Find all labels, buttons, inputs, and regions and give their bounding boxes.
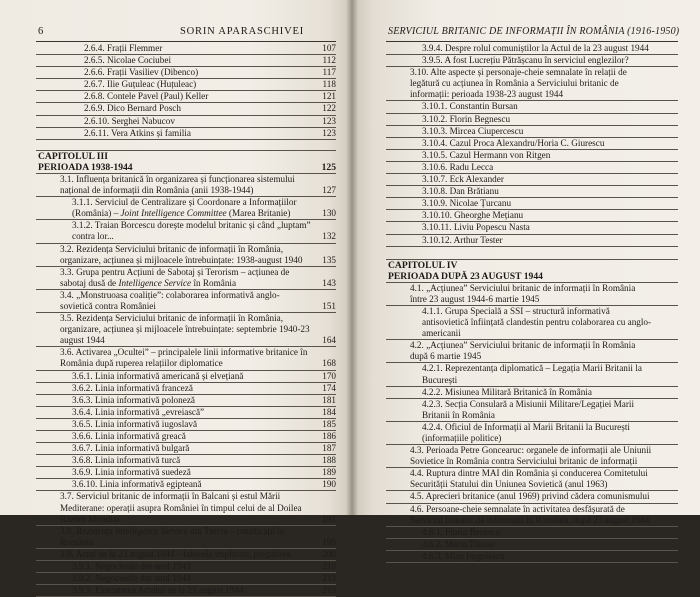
toc-entry-title: 3.9. Actul de la 23 august 1944 – taberele implicate, pregătirea xyxy=(60,548,291,559)
toc-entry-title: 3.8. Rezidența Intelligence Service din Turcia – ramificații în România xyxy=(60,525,285,547)
toc-entry xyxy=(386,162,678,174)
toc-entry xyxy=(36,174,336,197)
toc-entry-page: 118 xyxy=(322,79,336,90)
toc-entry-title: 2.6.7. Ilie Guțuleac (Huțuleac) xyxy=(84,79,197,90)
toc-entry xyxy=(386,67,678,101)
toc-entry-title: 4.6. Persoane-cheie semnalate în activitatea desfășurată de Serviciul britanic de informații în România, după 23 august 1944 xyxy=(410,503,650,525)
book-gutter xyxy=(346,0,358,515)
toc-entry-title: 3.9.2. Negocierile din anul 1944 xyxy=(72,573,191,584)
toc-entry-page: 189 xyxy=(322,467,336,478)
toc-entry xyxy=(386,504,678,527)
toc-entry-title: 3.3. Grupa pentru Acțiuni de Sabotaj și Terorism – acțiunea de sabotaj dusă de Intelligence Service în România xyxy=(60,266,290,288)
toc-entry-title: 4.5. Aprecieri britanice (anul 1969) privind cădera comunismului xyxy=(410,491,650,502)
toc-entry-title: 4.1.1. Grupa Specială a SSI – structură informativă antisovietică înființată clandestin pentru colaborarea cu anglo-americanii xyxy=(422,305,652,339)
toc-entry xyxy=(36,220,336,243)
toc-entry xyxy=(386,283,678,306)
toc-entry xyxy=(386,399,678,422)
toc-entry-page: 107 xyxy=(322,43,336,53)
toc-entry xyxy=(36,443,336,455)
toc-entry xyxy=(386,468,678,491)
toc-entry-page: 122 xyxy=(322,103,336,114)
toc-entry-title: 3.10.9. Nicolae Țurcanu xyxy=(422,198,512,209)
toc-entry-title: 3.10.4. Cazul Proca Alexandru/Horia C. Giurescu xyxy=(422,137,605,148)
toc-entry xyxy=(386,138,678,150)
toc-entry xyxy=(36,479,336,491)
toc-entry xyxy=(36,55,336,67)
toc-entry xyxy=(386,150,678,162)
toc-entry xyxy=(386,101,678,113)
toc-entry-page: 200 xyxy=(322,548,336,559)
toc-entry xyxy=(386,306,678,340)
toc-entry xyxy=(36,244,336,267)
right-page xyxy=(352,0,700,561)
toc-entry-title: 3.1.2. Traian Borcescu dorește modelul britanic și când „luptam” contra lor... xyxy=(72,220,311,242)
toc-entry-page: 174 xyxy=(322,382,336,393)
toc-entry xyxy=(386,198,678,210)
toc-entry xyxy=(386,43,678,55)
chapter-heading xyxy=(36,151,336,162)
toc-entry xyxy=(386,114,678,126)
toc-entry xyxy=(36,419,336,431)
toc-entry-page: 121 xyxy=(322,91,336,102)
toc-entry-page: 151 xyxy=(322,300,336,311)
toc-entry-page: 191 xyxy=(322,513,336,524)
page-number: 6 xyxy=(38,26,44,37)
toc-entry xyxy=(36,103,336,115)
header-rule xyxy=(386,41,678,42)
toc-entry xyxy=(36,347,336,370)
toc-entry-title: 4.6.2. Maria Tănase xyxy=(422,538,496,549)
toc-entry-title: 3.10.12. Arthur Tester xyxy=(422,234,503,245)
toc-entry-page: 123 xyxy=(322,127,336,138)
toc-entry-title: 3.9.5. A fost Lucrețiu Pătrășcanu în serviciul englezilor? xyxy=(422,55,629,66)
toc-entry-title: 2.6.9. Dico Bernard Posch xyxy=(84,103,181,114)
toc-entry xyxy=(36,91,336,103)
toc-entry-title: 3.10.6. Radu Lecca xyxy=(422,161,494,172)
toc-entry-title: 3.10.11. Liviu Popescu Nasta xyxy=(422,222,530,233)
toc-entry-title: 3.6.8. Linia informativă turcă xyxy=(72,455,181,466)
toc-entry-title: CAPITOLUL III xyxy=(38,150,108,162)
toc-entry-page: 127 xyxy=(322,185,336,196)
toc-entry xyxy=(386,174,678,186)
toc-entry xyxy=(36,491,336,525)
toc-left xyxy=(36,43,336,597)
toc-entry-page: 187 xyxy=(322,443,336,454)
toc-entry-page: 143 xyxy=(322,277,336,288)
toc-entry-title: 3.6. Activarea „Ocultei” – principalele linii informative britanice în România după ruperea relațiilor diplomatice xyxy=(60,347,308,369)
toc-entry-title: 2.6.6. Frații Vasiliev (Dibenco) xyxy=(84,67,199,78)
toc-entry-page: 164 xyxy=(322,335,336,346)
toc-entry-title: 2.6.5. Nicolae Cociubei xyxy=(84,55,172,66)
toc-entry-title: 2.6.4. Frații Flemmer xyxy=(84,43,163,53)
toc-entry-title: 3.6.7. Linia informativă bulgară xyxy=(72,443,190,454)
toc-entry-title: 2.6.10. Serghei Nabucov xyxy=(84,115,175,126)
toc-entry-title: PERIOADA 1938-1944 xyxy=(38,161,133,173)
toc-entry xyxy=(386,340,678,363)
toc-entry xyxy=(36,67,336,79)
toc-entry-page: 195 xyxy=(322,536,336,547)
toc-entry-title: 3.10.8. Dan Brătianu xyxy=(422,186,499,197)
toc-entry-title: 3.7. Serviciul britanic de informații în Balcani și estul Mării Mediterane: operații asupra României în timpul celui de al Doilea Război Mondial xyxy=(60,491,302,524)
toc-entry-title: 4.2.2. Misiunea Militară Britanică în România xyxy=(422,386,592,397)
toc-entry-title: 3.6.1. Linia informativă americană și elvețiană xyxy=(72,370,244,381)
running-header-author: SORIN APARASCHIVEI xyxy=(180,26,304,37)
toc-entry xyxy=(36,395,336,407)
toc-entry-title: 3.10. Alte aspecte și personaje-cheie semnalate în relații de legătură cu acțiunea în România a Serviciului britanic de informații: perioada 1938-23 august 1944 xyxy=(410,67,627,100)
toc-entry xyxy=(36,313,336,347)
toc-entry-title: 3.6.2. Linia informativă franceză xyxy=(72,382,193,393)
toc-entry xyxy=(386,491,678,503)
toc-entry-title: 4.1. „Acțiunea” Serviciului britanic de informații în România între 23 august 1944-6 martie 1945 xyxy=(410,282,636,304)
toc-entry xyxy=(36,116,336,128)
toc-entry-page: 186 xyxy=(322,431,336,441)
toc-entry-title: 4.2.4. Oficiul de Informații al Marii Britanii la București (informațiile politice) xyxy=(422,421,630,443)
toc-entry xyxy=(36,79,336,91)
toc-entry-title: 4.6.3. Mișu Iorgulescu xyxy=(422,550,505,561)
toc-entry xyxy=(36,549,336,561)
toc-entry-title: 3.10.3. Mircea Ciupercescu xyxy=(422,125,524,136)
toc-entry xyxy=(386,235,678,247)
toc-entry xyxy=(36,128,336,140)
toc-entry-title: 3.10.2. Florin Begnescu xyxy=(422,113,511,124)
toc-entry-page: 130 xyxy=(322,208,336,219)
toc-entry xyxy=(36,371,336,383)
toc-entry-title: 3.10.10. Gheorghe Mețianu xyxy=(422,210,524,221)
toc-right xyxy=(386,43,678,563)
toc-spacer xyxy=(386,247,678,260)
toc-entry xyxy=(36,431,336,443)
toc-entry xyxy=(36,197,336,220)
toc-entry xyxy=(386,387,678,399)
toc-entry-title: CAPITOLUL IV xyxy=(388,259,458,271)
toc-entry-title: 3.6.3. Linia informativă poloneză xyxy=(72,394,195,405)
running-header-title: SERVICIUL BRITANIC DE INFORMAȚII ÎN ROMÂNIA (1916-1950) xyxy=(388,26,680,37)
toc-entry-page: 181 xyxy=(322,394,336,405)
toc-entry-title: 4.6.1. Florin Becescu xyxy=(422,526,501,537)
chapter-heading xyxy=(386,260,678,271)
toc-entry-page: 132 xyxy=(322,231,336,242)
toc-entry-title: 3.2. Rezidența Serviciului britanic de informații în România, organizare, acțiunea și mijloacele întrebuințate: 1938-august 1940 xyxy=(60,243,303,265)
chapter-heading xyxy=(36,162,336,174)
toc-spacer xyxy=(36,140,336,151)
toc-entry-title: 2.6.8. Contele Pavel (Paul) Keller xyxy=(84,91,209,102)
toc-entry-title: 3.6.9. Linia informativă suedeză xyxy=(72,467,191,478)
toc-entry-title: 3.5. Rezidența Serviciului britanic de informații în România, organizare, acțiunea și mijloacele întrebuințate: septembrie 1940-23 august 1944 xyxy=(60,313,310,346)
toc-entry xyxy=(386,551,678,563)
toc-entry-title: 4.3. Perioada Petre Goncearuc: organele de informații ale Uniunii Sovietice în România contra Serviciului britanic de informații xyxy=(410,445,652,467)
toc-entry xyxy=(36,43,336,55)
toc-entry xyxy=(386,422,678,445)
toc-entry xyxy=(386,527,678,539)
toc-entry xyxy=(386,186,678,198)
toc-entry xyxy=(386,445,678,468)
toc-entry-page: 170 xyxy=(322,370,336,381)
toc-entry xyxy=(386,55,678,67)
toc-entry-page: 213 xyxy=(322,573,336,584)
toc-entry xyxy=(36,573,336,585)
toc-entry-page: 125 xyxy=(321,161,336,173)
toc-entry xyxy=(36,455,336,467)
toc-entry-page: 210 xyxy=(322,561,336,572)
chapter-heading xyxy=(386,271,678,283)
toc-entry-page: 190 xyxy=(322,479,336,490)
toc-entry xyxy=(36,407,336,419)
toc-entry-title: 2.6.11. Vera Atkins și familia xyxy=(84,127,191,138)
toc-entry xyxy=(36,585,336,597)
toc-entry xyxy=(36,267,336,290)
toc-entry-page: 123 xyxy=(322,115,336,126)
toc-entry-title: 4.2.3. Secția Consulară a Misiunii Militare/Legației Marii Britanii în România xyxy=(422,398,635,420)
toc-entry-title: 3.10.5. Cazul Hermann von Ritgen xyxy=(422,149,551,160)
toc-entry-page: 168 xyxy=(322,358,336,369)
toc-entry-title: 4.4. Ruptura dintre MAI din România și conducerea Comitetului Securității Statului din Uniunea Sovietică (anul 1963) xyxy=(410,468,648,490)
toc-entry-page: 188 xyxy=(322,455,336,466)
toc-entry-title: 3.1. Influența britanică în organizarea și funcționarea sistemului național de informații din România (anii 1938-1944) xyxy=(60,173,295,196)
toc-entry-title: 3.6.10. Linia informativă egipteană xyxy=(72,479,202,490)
toc-entry-title: 3.6.6. Linia informativă greacă xyxy=(72,431,186,441)
toc-entry-title: 4.2. „Acțiunea” Serviciului britanic de informații în România după 6 martie 1945 xyxy=(410,340,636,362)
toc-entry-title: 3.9.1. Negocierile din anul 1943 xyxy=(72,561,191,572)
toc-entry-page: 112 xyxy=(322,55,336,66)
toc-entry-page: 117 xyxy=(322,67,336,78)
toc-entry-page: 184 xyxy=(322,406,336,417)
toc-entry xyxy=(386,210,678,222)
toc-entry xyxy=(386,363,678,386)
toc-entry xyxy=(386,539,678,551)
toc-entry-title: 3.9.3. Executarea Actului de la 23 august 1944 xyxy=(72,585,244,596)
toc-entry xyxy=(386,222,678,234)
toc-entry xyxy=(36,290,336,313)
toc-entry-title: 3.1.1. Serviciul de Centralizare și Coordonare a Informațiilor (România) – Joint Intelligence Committee (Marea Britanie) xyxy=(72,197,297,219)
toc-entry-title: 3.6.4. Linia informativă „evreiască” xyxy=(72,406,205,417)
toc-entry-page: 185 xyxy=(322,418,336,429)
toc-entry-page: 135 xyxy=(322,254,336,265)
toc-entry-title: 3.10.1. Constantin Bursan xyxy=(422,101,518,112)
header-rule xyxy=(36,41,336,42)
toc-entry-title: PERIOADA DUPĂ 23 AUGUST 1944 xyxy=(388,270,543,282)
toc-entry-title: 4.2.1. Reprezentanța diplomatică – Legația Marii Britanii la București xyxy=(422,363,642,385)
toc-entry xyxy=(36,526,336,549)
toc-entry-title: 3.6.5. Linia informativă iugoslavă xyxy=(72,418,198,429)
toc-entry xyxy=(36,561,336,573)
toc-entry-page: 219 xyxy=(322,585,336,596)
toc-entry xyxy=(386,126,678,138)
toc-entry xyxy=(36,467,336,479)
toc-entry-title: 3.9.4. Despre rolul comuniștilor la Actul de la 23 august 1944 xyxy=(422,43,649,53)
toc-entry-title: 3.4. „Monstruoasa coaliție”: colaborarea informativă anglo-sovietică contra României xyxy=(60,289,280,311)
toc-entry xyxy=(36,383,336,395)
toc-entry-title: 3.10.7. Eck Alexander xyxy=(422,174,504,185)
